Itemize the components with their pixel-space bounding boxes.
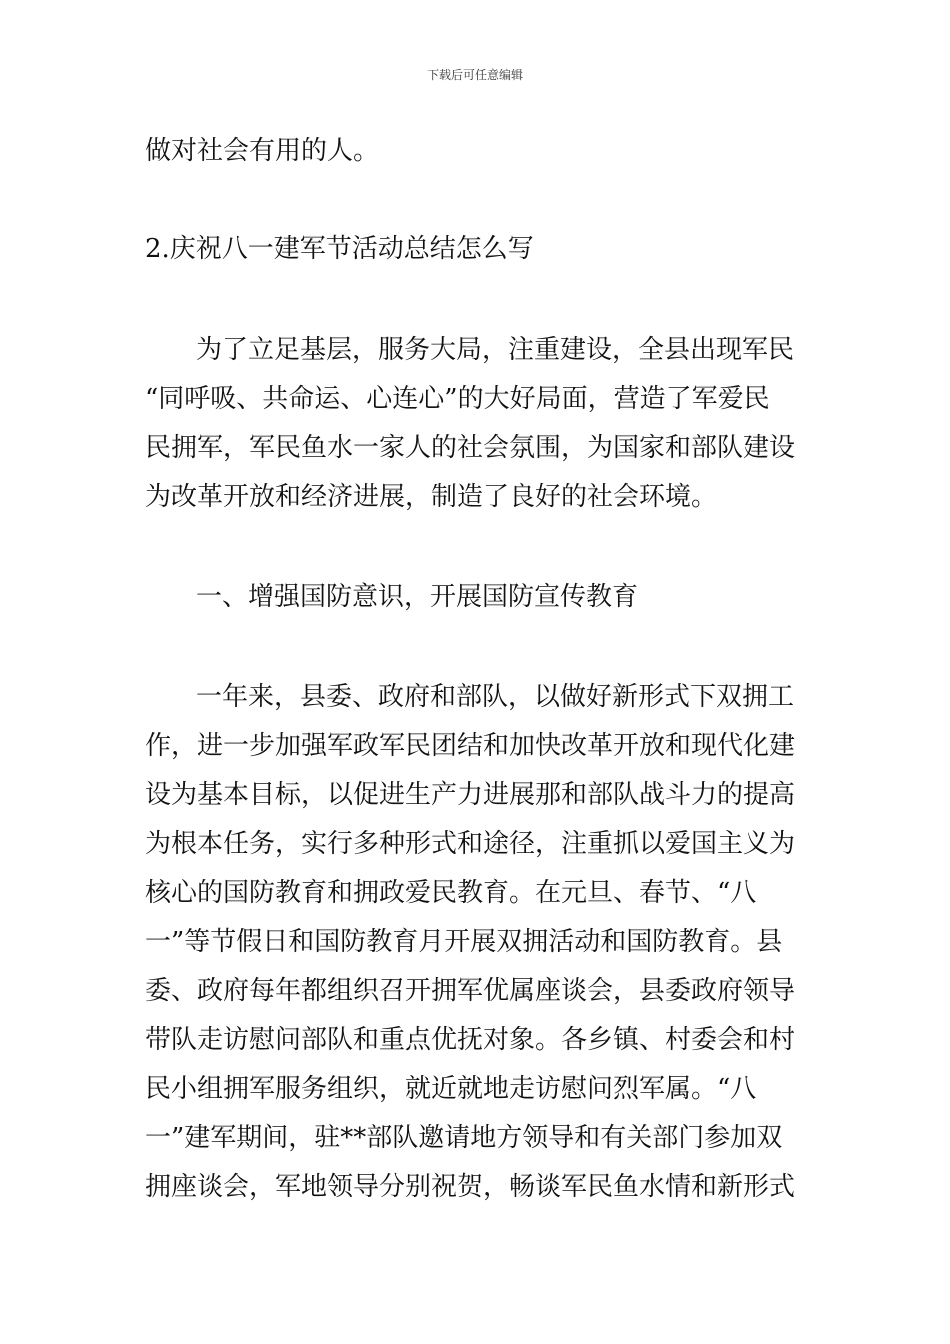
paragraph-line: 一年来，县委、政府和部队，以做好新形式下双拥工: [196, 682, 795, 712]
paragraph-line: 一”建军期间，驻**部队邀请地方领导和有关部门参加双: [145, 1123, 783, 1153]
paragraph-line: 带队走访慰问部队和重点优抚对象。各乡镇、村委会和村: [145, 1025, 796, 1055]
paragraph-line: 为了立足基层，服务大局，注重建设，全县出现军民: [196, 335, 795, 365]
paragraph-line: 设为基本目标，以促进生产力进展那和部队战斗力的提高: [145, 780, 796, 810]
paragraph-line: 为根本任务，实行多种形式和途径，注重抓以爱国主义为: [145, 829, 796, 859]
paragraph-line: 为改革开放和经济进展，制造了良好的社会环境。: [145, 482, 718, 512]
paragraph-line: 核心的国防教育和拥政爱民教育。在元旦、春节、“八: [145, 878, 757, 908]
paragraph-line: “同呼吸、共命运、心连心”的大好局面，营造了军爱民: [145, 384, 770, 414]
body-line: 做对社会有用的人。: [145, 136, 380, 166]
page-header: 下载后可任意编辑: [426, 68, 523, 82]
paragraph-line: 民拥军，军民鱼水一家人的社会氛围，为国家和部队建设: [145, 433, 796, 463]
paragraph-line: 委、政府每年都组织召开拥军优属座谈会，县委政府领导: [145, 976, 796, 1006]
paragraph-line: 作，进一步加强军政军民团结和加快改革开放和现代化建: [145, 731, 796, 761]
paragraph-line: 拥座谈会，军地领导分别祝贺，畅谈军民鱼水情和新形式: [145, 1172, 796, 1202]
section-title: 2.庆祝八一建军节活动总结怎么写: [145, 234, 534, 264]
paragraph-line: 民小组拥军服务组织，就近就地走访慰问烈军属。“八: [145, 1074, 757, 1104]
subsection-heading: 一、增强国防意识，开展国防宣传教育: [196, 582, 639, 612]
paragraph-line: 一”等节假日和国防教育月开展双拥活动和国防教育。县: [145, 927, 783, 957]
